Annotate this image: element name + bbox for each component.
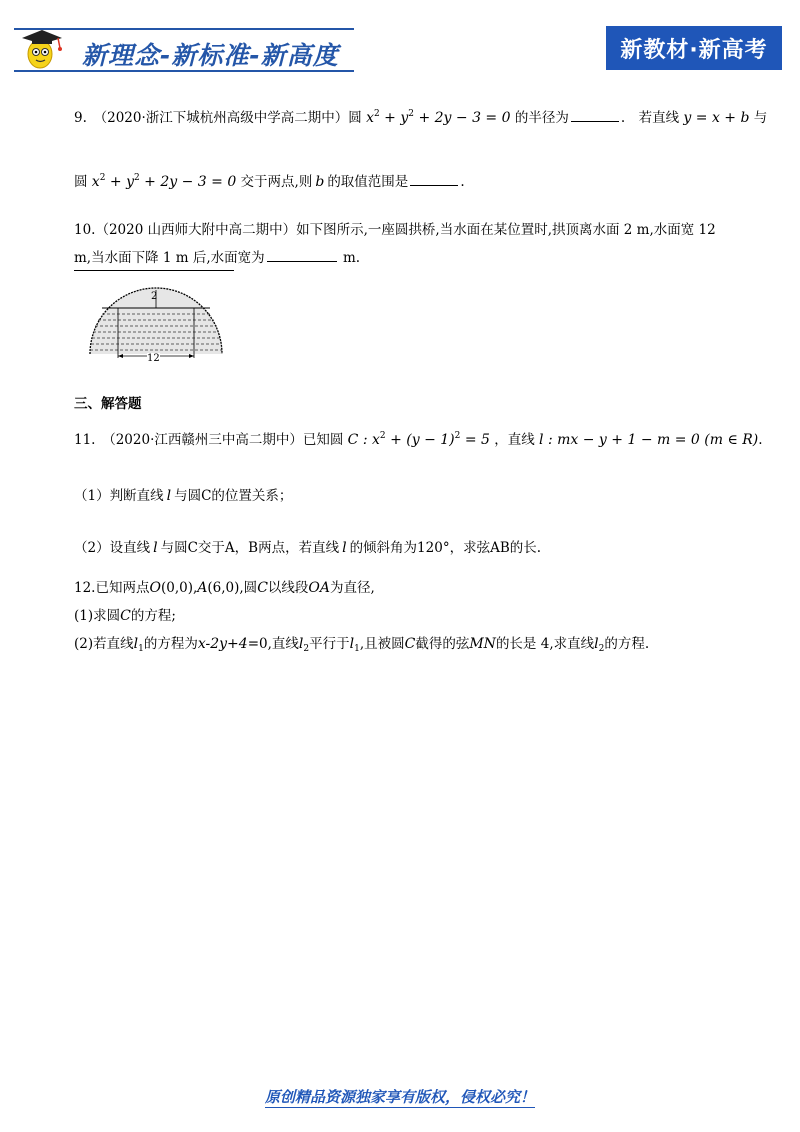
q11-circle-equation: C : $x^2 + (y - 1)^2 = 5$ — [347, 431, 490, 448]
figure-label-height: 2 — [151, 291, 158, 302]
q10-blank-width — [267, 249, 337, 262]
q9-circle-equation-2: $x^2 + y^2 + 2y - 3 = 0$ — [91, 173, 237, 190]
q9-circle-equation: $x^2 + y^2 + 2y - 3 = 0$ — [366, 109, 511, 126]
question-10-line-1: 10.（2020 山西师大附中高二期中）如下图所示,一座圆拱桥,当水面在某位置时,拱顶离水面 2 m,水面宽 12 — [74, 222, 716, 238]
question-11-part-1: （1）判断直线 l 与圆C的位置关系； — [74, 488, 293, 504]
question-9-line-2: 圆 $x^2 + y^2 + 2y - 3 = 0$ 交于两点,则 b 的取值范围是 . — [74, 173, 465, 190]
new-curriculum-badge: 新教材·新高考 — [606, 26, 782, 70]
question-9-line-1: 9. （2020·浙江下城杭州高级中学高二期中）圆 $x^2 + y^2 + 2y - 3 = 0$ 的半径为 . 若直线 y = x + b 与 — [74, 109, 768, 126]
copyright-footer — [0, 1086, 800, 1107]
question-10-line-2: m,当水面下降 1 m 后,水面宽为 m. — [74, 250, 361, 266]
question-12-line-1: 12.已知两点O(0,0),A(6,0),圆C以线段OA为直径, — [74, 580, 375, 596]
figure-label-width: 12 — [147, 353, 160, 364]
q9-blank-radius — [571, 109, 619, 122]
q9-source: 9. （2020·浙江下城杭州高级中学高二期中）圆 — [74, 110, 362, 126]
page-header — [0, 0, 800, 80]
slogan-text: 新理念-新标准-新高度 — [82, 41, 339, 70]
q9-blank-range — [410, 173, 458, 186]
arch-bridge-figure — [74, 268, 238, 360]
question-12-part-1: (1)求圆C的方程; — [74, 608, 176, 624]
question-11-part-2: （2）设直线 l 与圆C交于A，B两点，若直线 l 的倾斜角为120°，求弦AB的长. — [74, 540, 542, 556]
question-11-line-1: 11. （2020·江西赣州三中高二期中）已知圆 C : $x^2 + (y - 1)^2 = 5$ ，直线 l : mx − y + 1 − m = 0 (m ∈ R). — [74, 431, 763, 448]
section-heading: 三、解答题 — [74, 396, 142, 412]
q9-variable-b: b — [315, 174, 325, 190]
question-12-part-2: (2)若直线$l_1$的方程为x-2y+4=0,直线$l_2$平行于$l_1$,且被圆C截得的弦MN的长是 4,求直线$l_2$的方程. — [74, 636, 650, 654]
q11-line-equation: l : mx − y + 1 − m = 0 (m ∈ R) — [539, 432, 759, 448]
copyright-text: 原创精品资源独家享有版权，侵权必究！ — [264, 1088, 535, 1106]
q9-line-equation: y = x + b — [683, 110, 750, 126]
